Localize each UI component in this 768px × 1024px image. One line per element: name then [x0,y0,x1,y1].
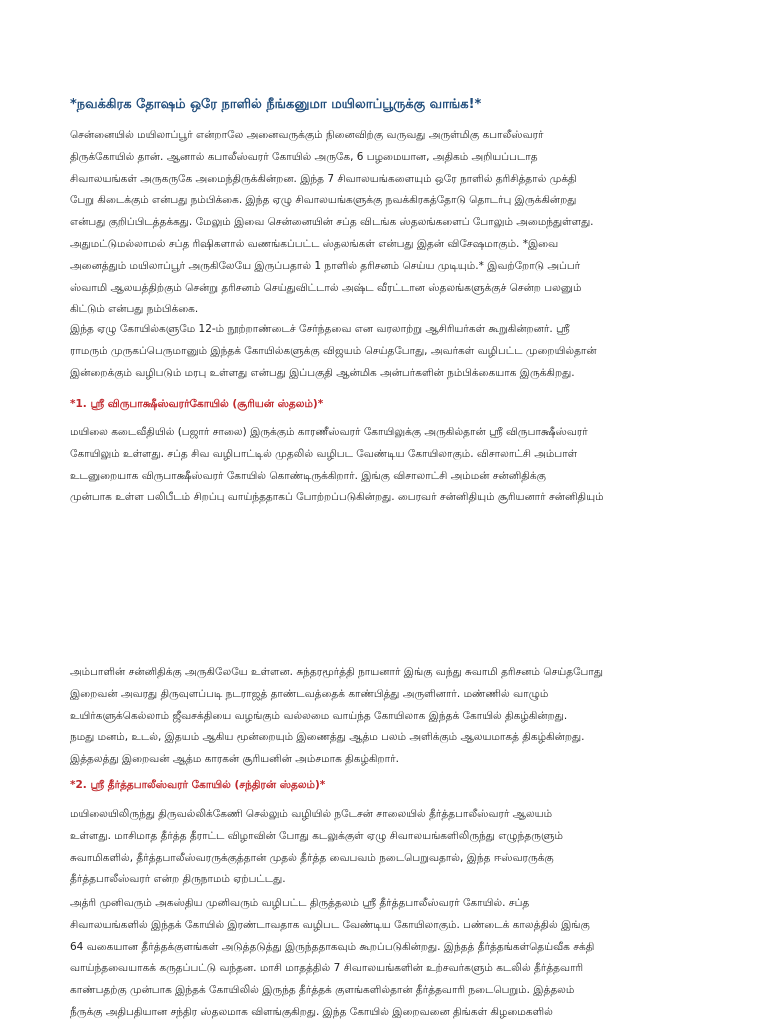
section-heading-1: *1. ஸ்ரீ விருபாக்ஷீஸ்வரர்கோயில் (சூரியன் ஸ்தலம்)* [70,398,324,410]
text-line: அனைத்தும் மயிலாப்பூர் அருகிலேயே இருப்பதால் 1 நாளில் தரிசனம் செய்ய முடியும்.* இவற்றோடு அப்பர் [70,259,581,272]
paragraph-history [70,319,710,384]
text-line: வாய்ந்தவையாகக் கருதப்பட்டு வந்தன. மாசி மாதத்தில் 7 சிவாலயங்களின் உற்சவர்களும் கடலில் தீர்த்தவாரி [70,962,584,975]
text-line: மயிலையிலிருந்து திருவல்லிக்கேணி செல்லும் வழியில் நடேசன் சாலையில் தீர்த்தபாலீஸ்வரர் ஆலயம் [70,808,553,820]
text-line: அத்ரி முனிவரும் அகஸ்திய முனிவரும் வழிபட்ட திருத்தலம் ஸ்ரீ தீர்த்தபாலீஸ்வரர் கோயில். சப்த [70,897,530,909]
paragraph-temple-2 [70,804,710,891]
text-line: சென்னையில் மயிலாப்பூர் என்றாலே அனைவருக்கும் நினைவிற்கு வருவது அருள்மிகு கபாலீஸ்வரர் [70,129,544,141]
text-line: முன்பாக உள்ள பலிபீடம் சிறப்பு வாய்ந்ததாகப் போற்றப்படுகின்றது. பைரவர் சன்னிதியும் சூரியனார் சன்னிதியும் [70,491,604,504]
paragraph-temple-2-history [70,893,710,1024]
text-line: திருக்கோயில் தான். ஆனால் கபாலீஸ்வரர் கோயில் அருகே, 6 பழமையான, அதிகம் அறியப்படாத [70,150,538,163]
text-line: இந்த ஏழு கோயில்களுமே 12-ம் நூற்றாண்டைச் சேர்ந்தவை என வரலாற்று ஆசிரியர்கள் கூறுகின்றனர். ஸ்ரீ [70,323,570,335]
text-line: உயிர்களுக்கெல்லாம் ஜீவசக்தியை வழங்கும் வல்லமை வாய்ந்த கோயிலாக இந்தக் கோயில் திகழ்கின்றது. [70,709,568,722]
text-line: இன்றைக்கும் வழிபடும் மரபு உள்ளது என்பது இப்பகுதி ஆன்மிக அன்பர்களின் நம்பிக்கையாக இருக்கிறது. [70,366,575,379]
text-line: கிட்டும் என்பது நம்பிக்கை. [70,303,199,316]
text-line: இறைவன் அவரது திருவுளப்படி நடராஜத் தாண்டவத்தைக் காண்பித்து அருளினார். மண்ணில் வாழும் [70,687,549,700]
text-line: ஸ்வாமி ஆலயத்திற்கும் சென்று தரிசனம் செய்துவிட்டால் அஷ்ட வீரட்டான ஸ்தலங்களுக்குச் சென்ற பலனும் [70,281,582,294]
text-line: அதுமட்டுமல்லாமல் சப்த ரிஷிகளால் வணங்கப்பட்ட ஸ்தலங்கள் என்பது இதன் விசேஷமாகும். *இவை [70,237,559,250]
text-line: மயிலை கடைவீதியில் (பஜார் சாலை) இருக்கும் காரணீஸ்வரர் கோயிலுக்கு அருகில்தான் ஸ்ரீ விருபாக்ஷீஸ்வரர் [70,426,588,438]
text-line: அம்பாளின் சன்னிதிக்கு அருகிலேயே உள்ளன. சுந்தரமூர்த்தி நாயனார் இங்கு வந்து சுவாமி தரிசனம் செய்தபோது [70,666,603,678]
text-line: சிவாலயங்களில் இந்தக் கோயில் இரண்டாவதாக வழிபட வேண்டிய கோயிலாகும். பண்டைக் காலத்தில் இங்கு [70,918,590,931]
text-line: சிவாலயங்கள் அருகருகே அமைந்திருக்கின்றன. இந்த 7 சிவாலயங்களையும் ஒரே நாளில் தரிசித்தால் முக்தி [70,172,577,185]
text-line: நீருக்கு அதிபதியான சந்திர ஸ்தலமாக விளங்குகிறது. இந்த கோயில் இறைவனை திங்கள் கிழமைகளில் [70,1005,553,1018]
text-line: உடனுறையாக விருபாக்ஷீஸ்வரர் கோயில் கொண்டிருக்கிறார். இங்கு விசாலாட்சி அம்மன் சன்னிதிக்கு [70,469,546,482]
page-title: *நவக்கிரக தோஷம் ஒரே நாளில் நீங்கனுமா மயிலாப்பூருக்கு வாங்க!* [70,97,482,112]
text-line: தீர்த்தபாலீஸ்வரர் என்ற திருநாமம் ஏற்பட்டது. [70,873,286,886]
text-line: கோயிலும் உள்ளது. சப்த சிவ வழிபாட்டில் முதலில் வழிபட வேண்டிய கோயிலாகும். விசாலாட்சி அம்பாள் [70,447,578,460]
text-line: என்பது குறிப்பிடத்தக்கது. மேலும் இவை சென்னையின் சப்த விடங்க ஸ்தலங்களைப் போலும் அமைந்துள்ளது. [70,216,594,229]
text-line: நமது மனம், உடல், இதயம் ஆகிய மூன்றையும் இணைத்து ஆத்ம பலம் அளிக்கும் ஆலயமாகத் திகழ்கின்றது. [70,731,585,744]
section-heading-2: *2. ஸ்ரீ தீர்த்தபாலீஸ்வரர் கோயில் (சந்திரன் ஸ்தலம்)* [70,779,326,791]
text-line: ராமரும் முருகப்பெருமானும் இந்தக் கோயில்களுக்கு விஜயம் செய்தபோது, அவர்கள் வழிபட்ட முறையில்தான் [70,344,597,357]
paragraph-temple-1-continued [70,662,710,771]
text-line: 64 வகையான தீர்த்தக்குளங்கள் அடுத்தடுத்து இருந்ததாகவும் கூறப்படுகின்றது. இந்தத் தீர்த்தங்கள்தெய்வீக சக்தி [70,940,595,953]
text-line: இத்தலத்து இறைவன் ஆத்ம காரகன் சூரியனின் அம்சமாக திகழ்கிறார். [70,753,399,766]
text-line: சுவாமிகளில், தீர்த்தபாலீஸ்வரருக்குத்தான் முதல் தீர்த்த வைபவம் நடைபெறுவதால், இந்த ஈஸ்வரருக்கு [70,851,554,864]
text-line: பேறு கிடைக்கும் என்பது நம்பிக்கை. இந்த ஏழு சிவாலயங்களுக்கு நவக்கிரகத்தோடு தொடர்பு இருக்கின்றது [70,194,577,207]
paragraph-temple-1 [70,422,710,509]
paragraph-intro [70,125,710,321]
text-line: காண்பதற்கு முன்பாக இந்தக் கோயிலில் இருந்த தீர்த்தக் குளங்களில்தான் தீர்த்தவாரி நடைபெறும். இத்தலம் [70,984,575,997]
text-line: உள்ளது. மாசிமாத தீர்த்த தீராட்ட விழாவின் போது கடலுக்குள் ஏழு சிவாலயங்களிலிருந்து எழுந்தருளும் [70,829,563,842]
